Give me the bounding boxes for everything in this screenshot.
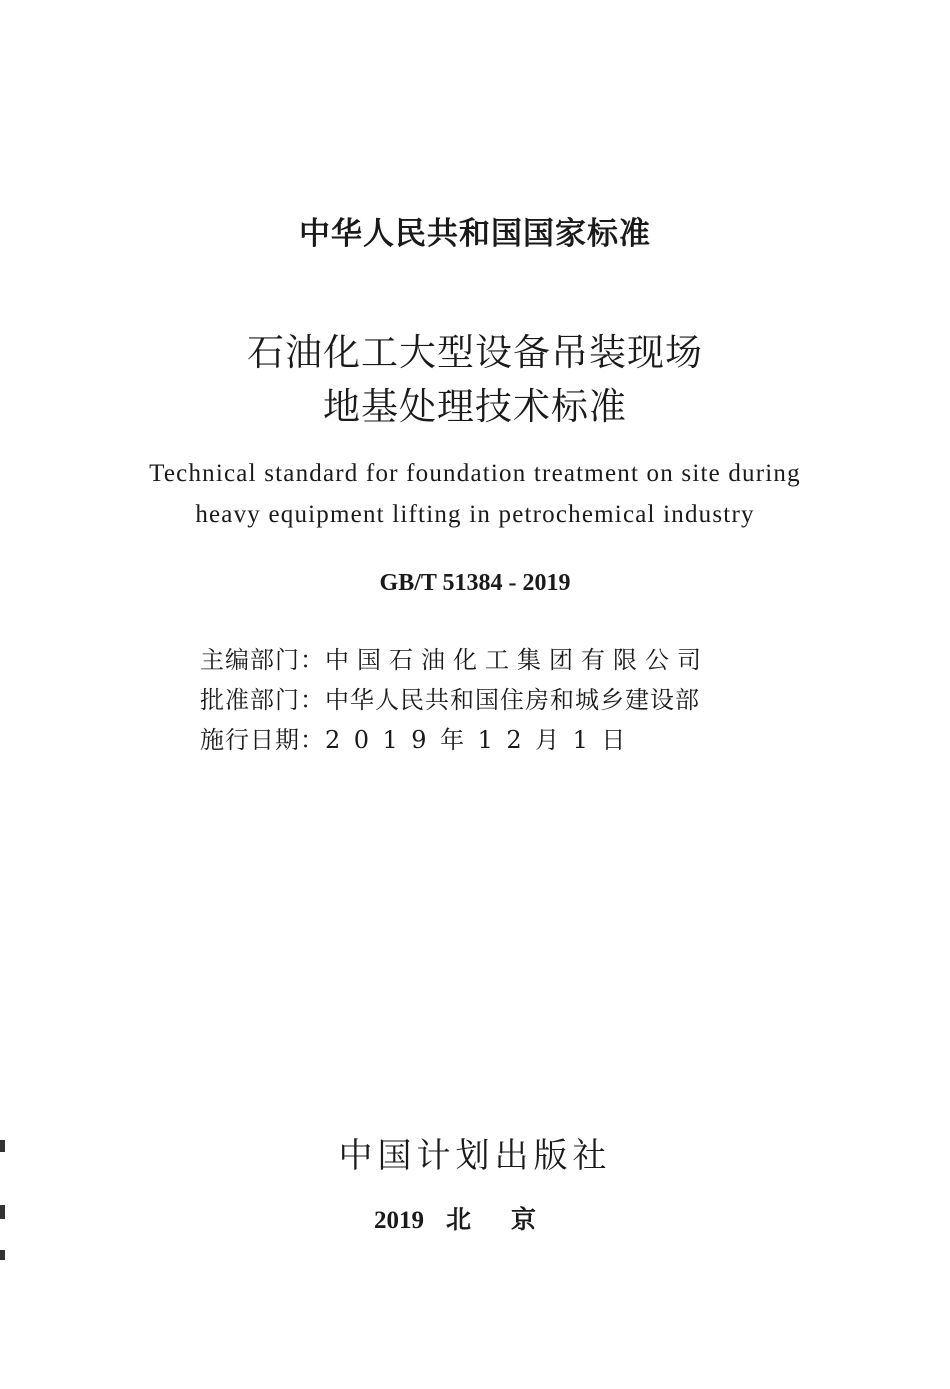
approver-row <box>200 680 760 720</box>
publication-city: 北京 <box>445 1205 576 1234</box>
title-zh-line-1: 石油化工大型设备吊装现场 <box>247 331 703 374</box>
approver-label: 批准部门： <box>200 686 325 714</box>
chief-editor-label: 主编部门： <box>200 646 325 674</box>
title-en-line-2: heavy equipment lifting in petrochemical industry <box>195 501 755 528</box>
scan-artifact <box>0 1140 5 1152</box>
effective-date-row <box>200 720 760 760</box>
scan-artifact <box>0 1205 5 1219</box>
title-zh-line-2: 地基处理技术标准 <box>323 385 627 428</box>
scan-artifact <box>0 1250 5 1260</box>
publisher-name: 中国计划出版社 <box>338 1136 612 1176</box>
effective-date-label: 施行日期： <box>200 726 325 754</box>
effective-date-value: 2019年12月1日 <box>325 726 639 754</box>
metadata-block <box>200 640 760 760</box>
chief-editor-value: 中国石油化工集团有限公司 <box>325 646 709 674</box>
title-en-line-1: Technical standard for foundation treatment on site during <box>149 460 801 487</box>
approver-value: 中华人民共和国住房和城乡建设部 <box>325 686 700 714</box>
publication-line <box>0 1200 950 1236</box>
publication-year: 2019 <box>373 1207 424 1234</box>
chief-editor-row <box>200 640 760 680</box>
standard-category-heading: 中华人民共和国国家标准 <box>299 216 651 252</box>
standard-number: GB/T 51384 - 2019 <box>379 570 571 596</box>
